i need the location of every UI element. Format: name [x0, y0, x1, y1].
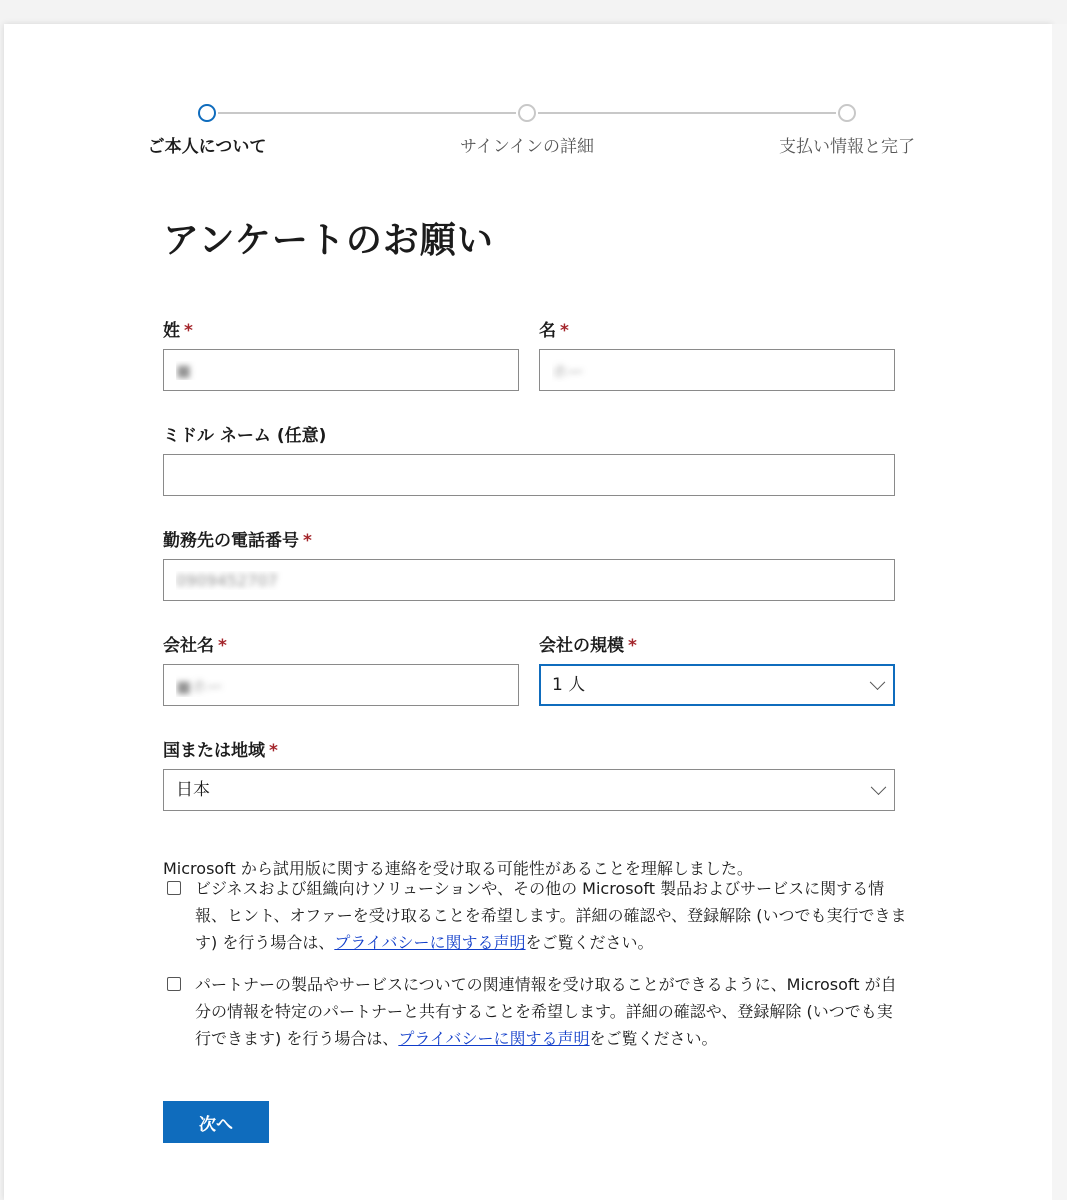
work-phone-label: 勤務先の電話番号 *: [163, 531, 312, 551]
scrollbar-track[interactable]: [1052, 24, 1067, 1200]
marketing-consent-text: ビジネスおよび組織向けソリューションや、その他の Microsoft 製品およびサービスに関する情報、ヒント、オファーを受け取ることを希望します。詳細の確認や、登録解除 (いつでも実行できます) を行う場合は、プライバシーに関する声明をご覧ください。: [195, 879, 907, 952]
last-name-input[interactable]: [163, 349, 519, 391]
step-label-about-you: ご本人について: [147, 137, 267, 157]
company-size-label: 会社の規模 *: [539, 636, 637, 656]
company-name-label: 会社名 *: [163, 636, 227, 656]
privacy-statement-link[interactable]: プライバシーに関する声明: [398, 1029, 590, 1048]
country-label: 国または地域 *: [163, 741, 278, 761]
last-name-label: 姓 *: [163, 321, 193, 341]
page-title: アンケートのお願い: [163, 220, 494, 261]
middle-name-label: ミドル ネーム (任意): [163, 426, 327, 446]
partner-sharing-text: パートナーの製品やサービスについての関連情報を受け取ることができるように、Microsoft が自分の情報を特定のパートナーと共有することを希望します。詳細の確認や、登録解除 (いつでも実行できます) を行う場合は、プライバシーに関する声明をご覧ください。: [195, 975, 897, 1048]
chevron-down-icon: [870, 674, 886, 690]
company-name-input[interactable]: [163, 664, 519, 706]
step-indicator-about-you: [198, 104, 216, 122]
step-connector: [218, 112, 516, 114]
step-indicator-payment: [838, 104, 856, 122]
work-phone-input[interactable]: [163, 559, 895, 601]
step-indicator-signin-details: [518, 104, 536, 122]
country-value: 日本: [176, 780, 210, 800]
marketing-consent-row: [167, 875, 907, 956]
step-label-signin-details: サインインの詳細: [460, 137, 594, 157]
country-select[interactable]: [163, 769, 895, 811]
next-button[interactable]: 次へ: [163, 1101, 269, 1143]
partner-sharing-row: [167, 971, 907, 1052]
signup-card: [4, 24, 1052, 1200]
privacy-statement-link[interactable]: プライバシーに関する声明: [334, 933, 526, 952]
middle-name-input[interactable]: [163, 454, 895, 496]
marketing-consent-checkbox[interactable]: [167, 881, 181, 895]
company-size-value: 1 人: [552, 675, 586, 695]
progress-stepper: [4, 24, 1052, 204]
partner-sharing-checkbox[interactable]: [167, 977, 181, 991]
company-size-select[interactable]: [539, 664, 895, 706]
first-name-input[interactable]: [539, 349, 895, 391]
trial-contact-notice: Microsoft から試用版に関する連絡を受け取る可能性があることを理解しました。: [163, 859, 753, 878]
step-connector: [538, 112, 836, 114]
step-label-payment: 支払い情報と完了: [779, 137, 915, 157]
chevron-down-icon: [871, 779, 887, 795]
first-name-label: 名 *: [539, 321, 569, 341]
